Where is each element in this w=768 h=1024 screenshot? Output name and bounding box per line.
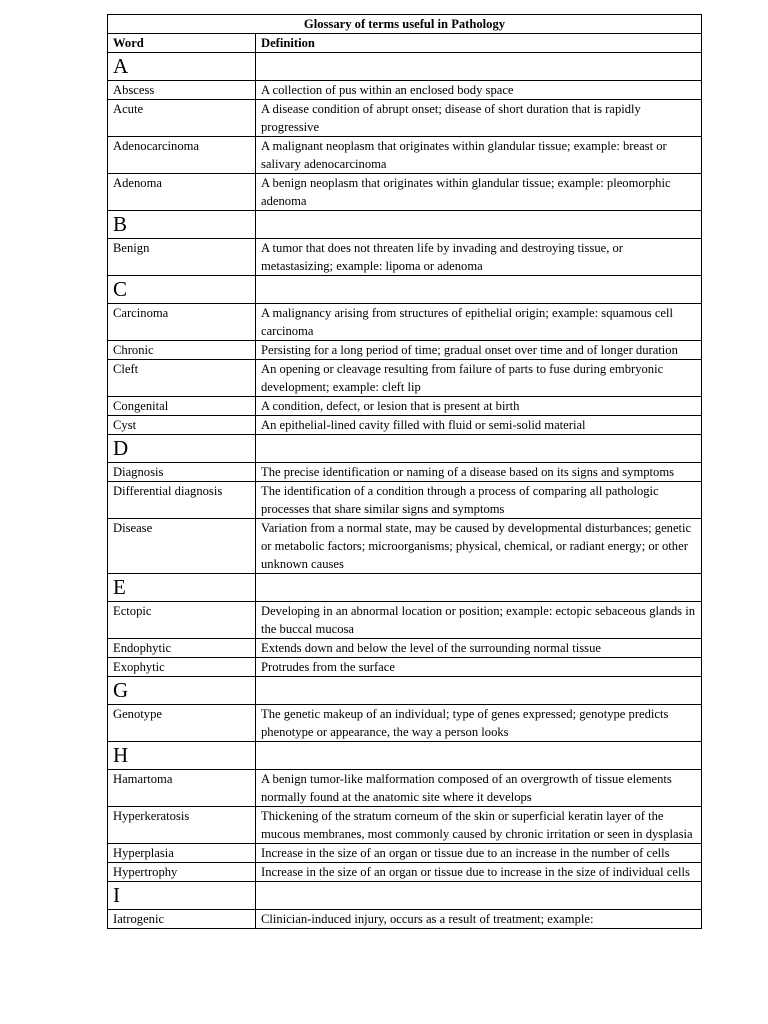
section-letter: B [108,211,256,239]
term-word: Acute [108,100,256,137]
letter-section-row [108,53,702,81]
glossary-title: Glossary of terms useful in Pathology [108,15,702,34]
term-word: Exophytic [108,658,256,677]
term-word: Hypertrophy [108,863,256,882]
document-page [107,14,701,929]
term-definition: A tumor that does not threaten life by invading and destroying tissue, or metastasizing; example: lipoma or adenoma [256,239,702,276]
term-definition: A condition, defect, or lesion that is present at birth [256,397,702,416]
letter-section-row [108,435,702,463]
letter-section-row [108,742,702,770]
header-row [108,34,702,53]
term-word: Ectopic [108,602,256,639]
section-letter-blank-cell [256,53,702,81]
term-word: Disease [108,519,256,574]
term-definition: A benign tumor-like malformation composed of an overgrowth of tissue elements normally found at the anatomic site where it develops [256,770,702,807]
term-definition: The genetic makeup of an individual; type of genes expressed; genotype predicts phenotype or appearance, the way a person looks [256,705,702,742]
term-word: Diagnosis [108,463,256,482]
glossary-entry-row [108,482,702,519]
term-word: Chronic [108,341,256,360]
glossary-entry-row [108,658,702,677]
glossary-entry-row [108,304,702,341]
term-definition: The identification of a condition through a process of comparing all pathologic processes that share similar signs and symptoms [256,482,702,519]
term-definition: Variation from a normal state, may be caused by developmental disturbances; genetic or metabolic factors; microorganisms; physical, chemical, or radiant energy; or other unknown causes [256,519,702,574]
section-letter: E [108,574,256,602]
glossary-entry-row [108,397,702,416]
section-letter-blank-cell [256,882,702,910]
term-definition: A disease condition of abrupt onset; disease of short duration that is rapidly progressive [256,100,702,137]
glossary-entry-row [108,770,702,807]
term-definition: Clinician-induced injury, occurs as a result of treatment; example: [256,910,702,929]
term-definition: Persisting for a long period of time; gradual onset over time and of longer duration [256,341,702,360]
term-definition: Thickening of the stratum corneum of the skin or superficial keratin layer of the mucous membranes, most commonly caused by chronic irritation or seen in dysplasia [256,807,702,844]
term-word: Adenoma [108,174,256,211]
glossary-entry-row [108,519,702,574]
section-letter: I [108,882,256,910]
section-letter-blank-cell [256,677,702,705]
title-row [108,15,702,34]
term-definition: A malignant neoplasm that originates within glandular tissue; example: breast or salivary adenocarcinoma [256,137,702,174]
term-word: Iatrogenic [108,910,256,929]
glossary-entry-row [108,463,702,482]
term-word: Endophytic [108,639,256,658]
letter-section-row [108,882,702,910]
section-letter: C [108,276,256,304]
term-word: Genotype [108,705,256,742]
definition-column-header: Definition [256,34,702,53]
glossary-entry-row [108,844,702,863]
glossary-entry-row [108,81,702,100]
section-letter: D [108,435,256,463]
term-definition: A collection of pus within an enclosed body space [256,81,702,100]
letter-section-row [108,211,702,239]
glossary-body [108,53,702,929]
glossary-entry-row [108,360,702,397]
term-definition: An opening or cleavage resulting from failure of parts to fuse during embryonic development; example: cleft lip [256,360,702,397]
glossary-entry-row [108,863,702,882]
term-word: Hamartoma [108,770,256,807]
letter-section-row [108,574,702,602]
term-definition: A benign neoplasm that originates within glandular tissue; example: pleomorphic adenoma [256,174,702,211]
term-definition: A malignancy arising from structures of epithelial origin; example: squamous cell carcinoma [256,304,702,341]
term-definition: Increase in the size of an organ or tissue due to increase in the size of individual cells [256,863,702,882]
glossary-entry-row [108,137,702,174]
section-letter: H [108,742,256,770]
term-word: Differential diagnosis [108,482,256,519]
term-word: Adenocarcinoma [108,137,256,174]
term-word: Hyperkeratosis [108,807,256,844]
term-definition: The precise identification or naming of a disease based on its signs and symptoms [256,463,702,482]
term-word: Cyst [108,416,256,435]
section-letter-blank-cell [256,742,702,770]
glossary-entry-row [108,100,702,137]
term-word: Hyperplasia [108,844,256,863]
section-letter-blank-cell [256,435,702,463]
term-word: Carcinoma [108,304,256,341]
glossary-entry-row [108,602,702,639]
section-letter-blank-cell [256,574,702,602]
glossary-entry-row [108,341,702,360]
term-definition: Protrudes from the surface [256,658,702,677]
glossary-entry-row [108,239,702,276]
term-definition: Increase in the size of an organ or tissue due to an increase in the number of cells [256,844,702,863]
term-definition: An epithelial-lined cavity filled with fluid or semi-solid material [256,416,702,435]
word-column-header: Word [108,34,256,53]
section-letter-blank-cell [256,276,702,304]
term-word: Cleft [108,360,256,397]
term-definition: Extends down and below the level of the surrounding normal tissue [256,639,702,658]
glossary-entry-row [108,639,702,658]
section-letter: A [108,53,256,81]
glossary-table [107,14,702,929]
glossary-entry-row [108,705,702,742]
glossary-entry-row [108,416,702,435]
section-letter-blank-cell [256,211,702,239]
term-definition: Developing in an abnormal location or position; example: ectopic sebaceous glands in the buccal mucosa [256,602,702,639]
glossary-entry-row [108,174,702,211]
letter-section-row [108,276,702,304]
glossary-entry-row [108,807,702,844]
term-word: Abscess [108,81,256,100]
term-word: Benign [108,239,256,276]
term-word: Congenital [108,397,256,416]
glossary-entry-row [108,910,702,929]
section-letter: G [108,677,256,705]
letter-section-row [108,677,702,705]
